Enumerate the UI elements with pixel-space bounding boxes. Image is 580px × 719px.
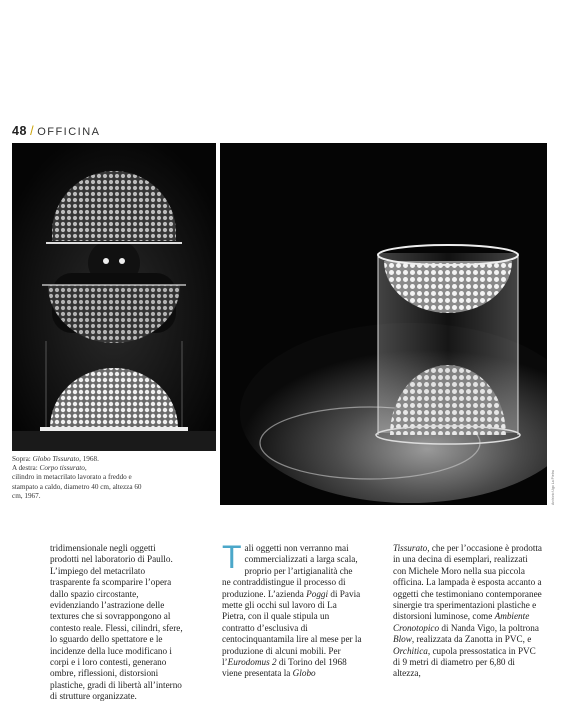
work-title-3: Blow	[393, 634, 412, 645]
work-title-4: Orchitica	[393, 645, 428, 656]
caption-prefix: A destra:	[12, 464, 40, 473]
column-3-text-c: , realizzata da Zanotta in PVC, e	[411, 634, 532, 645]
photo-globo-tissurato	[12, 143, 216, 451]
caption-suffix: ,	[84, 464, 87, 473]
column-3-text-b: di Nanda Vigo, la poltrona	[439, 622, 539, 633]
work-title: Globo	[292, 668, 316, 679]
cylinder-illustration	[220, 143, 547, 505]
caption-suffix: , 1968.	[79, 455, 99, 463]
article-column-1	[50, 543, 187, 703]
brand-name: Poggi	[306, 588, 329, 599]
caption-title: Corpo tissurato	[39, 464, 85, 473]
magazine-name: Eurodomus 2	[227, 657, 277, 668]
column-3-text-a: , che per l’occasione è prodotta in una decina di esemplari, realizzati con Michele Moro nella sua piccola officina. La lampada è esposta accanto a oggetti che testimoniano contemporanee sinergie tra sperimentazioni plastiche e distorsioni luminose, come	[393, 543, 543, 622]
photo-credit: Archivio Ugo La Pietra	[551, 470, 555, 505]
column-3-text	[393, 543, 543, 680]
photo-corpo-tissurato	[220, 143, 547, 505]
article-column-2	[222, 539, 362, 680]
caption-prefix: Sopra:	[12, 455, 33, 463]
column-2-text	[222, 539, 362, 680]
page-header	[12, 124, 101, 138]
caption-details: cilindro in metacrilato lavorato a freddo e stampato a caldo, diametro 40 cm, altezza 60 cm, 1967.	[12, 473, 142, 500]
header-separator: /	[30, 124, 35, 138]
section-title: OFFICINA	[37, 126, 101, 138]
column-2-text-c: di Torino del 1968 viene presentata la	[222, 657, 347, 679]
column-1-text: tridimensionale negli oggetti prodotti nel laboratorio di Paullo. L’impiego del metacrilato trasparente fa scomparire l’opera dallo spazio circostante, evidenziando l’astrazione delle textures che si sovrappongono al contesto reale. Flessi, cilindri, sfere, lo sguardo dello spettatore e le incidenze della luce modificano i corpi e i loro contesti, generano ombre, riflessioni, distorsioni plastiche, gradi di libertà all’interno di strutture organizzate.	[50, 543, 183, 702]
caption-line-1	[12, 455, 152, 464]
column-2-text-b: di Pavia mette gli occhi sul lavoro di La Pietra, con il quale stipula un contratto d’esclusiva di centocinquantamila lire al mese per la produzione di alcuni mobili. Per l’	[222, 588, 362, 668]
caption-title: Globo Tissurato	[32, 455, 80, 463]
globo-illustration	[12, 143, 216, 451]
work-title: Tissurato	[393, 543, 428, 553]
column-2-text-a: ali oggetti non verranno mai commercializzati a larga scala, proprio per l’artigianalità che ne contraddistingue il processo di produzione. L’azienda	[222, 543, 358, 599]
article-column-3	[393, 543, 543, 680]
drop-cap: T	[222, 539, 242, 575]
caption-line-2	[12, 464, 152, 473]
work-title-2: Ambiente Cronotopico	[393, 611, 530, 633]
column-3-text-d: , cupola pressostatica in PVC di 9 metri di diametro per 6,80 di altezza,	[393, 645, 536, 679]
page-number: 48	[12, 124, 28, 138]
photo-caption	[12, 455, 152, 501]
